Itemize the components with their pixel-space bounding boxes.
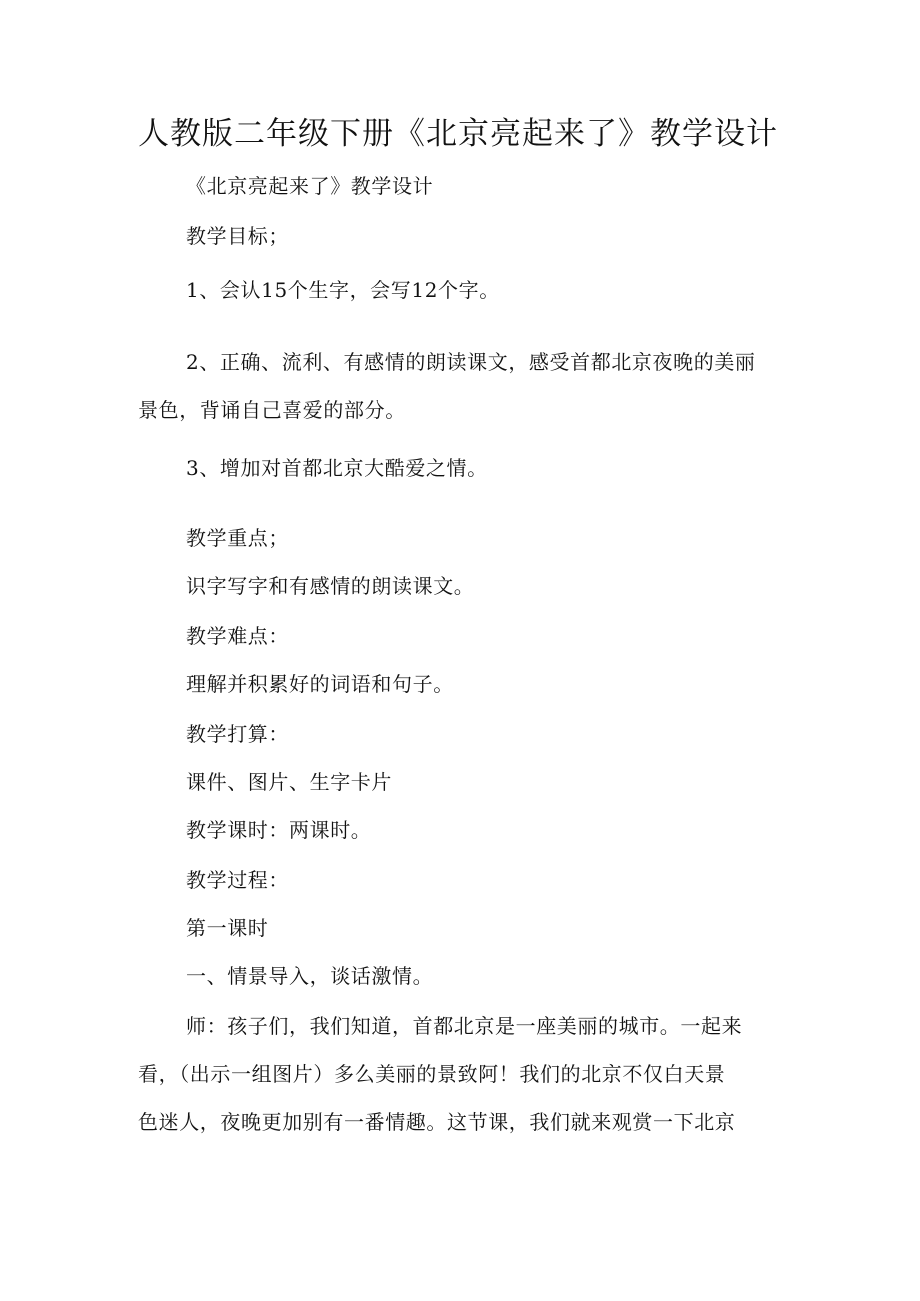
objective-3: 3、增加对首都北京大酷爱之情。 [186,456,488,480]
difficulties-text: 理解并积累好的词语和句子。 [186,672,454,696]
key-points-heading: 教学重点； [186,526,289,550]
lesson-one-heading: 第一课时 [186,916,269,940]
preparation-text: 课件、图片、生字卡片 [186,770,392,794]
teacher-paragraph-line-2: 看，（出示一组图片）多么美丽的景致阿！我们的北京不仅白天景 [138,1062,726,1086]
objective-2-line-1: 2、正确、流利、有感情的朗读课文，感受首都北京夜晚的美丽 [186,350,756,374]
subtitle: 《北京亮起来了》教学设计 [186,174,434,198]
teacher-paragraph-line-3: 色迷人，夜晚更加别有一番情趣。这节课，我们就来观赏一下北京 [138,1110,736,1134]
objectives-heading: 教学目标； [186,224,289,248]
key-points-text: 识字写字和有感情的朗读课文。 [186,574,475,598]
class-periods: 教学课时：两课时。 [186,818,372,842]
difficulties-heading: 教学难点： [186,624,289,648]
section-one-heading: 一、情景导入，谈话激情。 [186,964,434,988]
document-title: 人教版二年级下册《北京亮起来了》教学设计 [138,116,778,152]
objective-2-line-2: 景色，背诵自己喜爱的部分。 [138,398,406,422]
objective-1: 1、会认15个生字，会写12个字。 [186,278,500,302]
teacher-paragraph-line-1: 师：孩子们，我们知道，首都北京是一座美丽的城市。一起来 [186,1014,743,1038]
preparation-heading: 教学打算： [186,722,289,746]
process-heading: 教学过程： [186,868,289,892]
